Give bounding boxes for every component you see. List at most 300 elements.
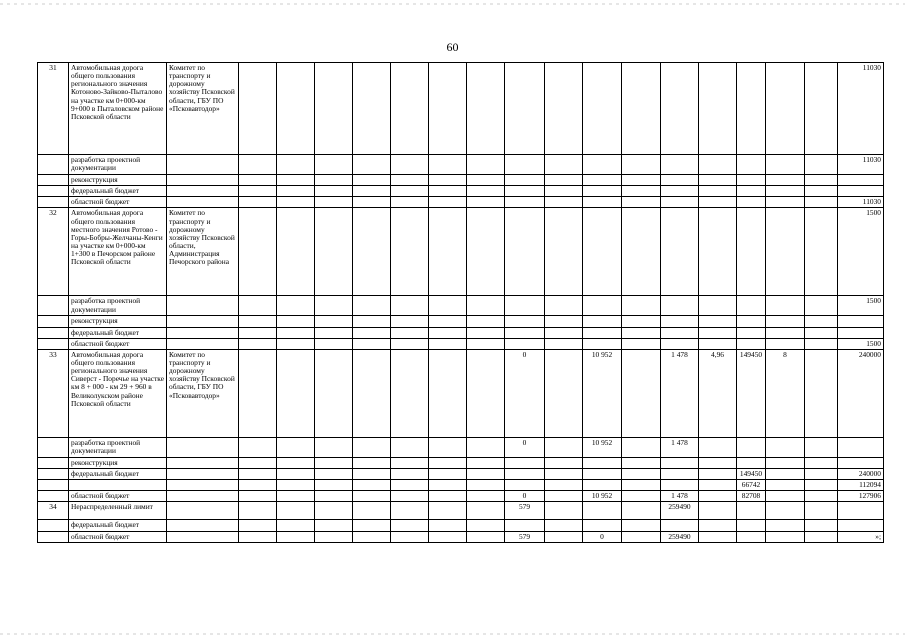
- cell-empty: [545, 457, 583, 468]
- cell-empty: [315, 491, 353, 502]
- cell-value: [661, 186, 699, 197]
- cell-executor: [167, 520, 239, 531]
- cell-empty: [391, 327, 429, 338]
- cell-empty: [467, 491, 505, 502]
- cell-number: [38, 186, 69, 197]
- cell-empty: [622, 502, 661, 520]
- cell-empty: [467, 349, 505, 437]
- cell-empty: [391, 338, 429, 349]
- cell-empty: [391, 491, 429, 502]
- cell-empty: [805, 457, 838, 468]
- cell-value: [583, 155, 622, 175]
- cell-executor: [167, 327, 239, 338]
- cell-value: [505, 197, 545, 208]
- cell-value: [737, 175, 766, 186]
- cell-value: [661, 197, 699, 208]
- cell-empty: [622, 63, 661, 155]
- cell-empty: [545, 349, 583, 437]
- cell-value: [737, 208, 766, 296]
- cell-empty: [277, 502, 315, 520]
- cell-empty: [622, 480, 661, 491]
- cell-value: 10 952: [583, 491, 622, 502]
- cell-empty: [315, 468, 353, 479]
- cell-empty: [239, 502, 277, 520]
- cell-executor: [167, 197, 239, 208]
- cell-value: [583, 296, 622, 316]
- cell-empty: [805, 437, 838, 457]
- cell-number: [38, 338, 69, 349]
- cell-empty: [467, 316, 505, 327]
- cell-value: [661, 480, 699, 491]
- cell-empty: [429, 155, 467, 175]
- cell-number: [38, 316, 69, 327]
- cell-empty: [429, 186, 467, 197]
- cell-value: [737, 457, 766, 468]
- cell-executor: [167, 316, 239, 327]
- cell-value: [583, 502, 622, 520]
- scan-artifact-top: [0, 3, 905, 5]
- table-row: [38, 338, 884, 349]
- cell-value: [766, 437, 805, 457]
- cell-empty: [353, 491, 391, 502]
- cell-number: 32: [38, 208, 69, 296]
- cell-number: [38, 197, 69, 208]
- cell-empty: [391, 457, 429, 468]
- cell-empty: [545, 155, 583, 175]
- cell-empty: [805, 502, 838, 520]
- cell-empty: [353, 338, 391, 349]
- table-row: [38, 457, 884, 468]
- cell-number: [38, 480, 69, 491]
- cell-empty: [315, 186, 353, 197]
- cell-number: [38, 327, 69, 338]
- cell-number: 31: [38, 63, 69, 155]
- cell-value: 1 478: [661, 437, 699, 457]
- cell-value: [661, 155, 699, 175]
- cell-value: [505, 327, 545, 338]
- cell-number: [38, 468, 69, 479]
- cell-empty: [391, 437, 429, 457]
- cell-empty: [545, 520, 583, 531]
- cell-executor: Комитет по транспорту и дорожному хозяйству Псковской области, Администрация Печорского района: [167, 208, 239, 296]
- cell-value: [737, 63, 766, 155]
- cell-total: 11030: [838, 197, 884, 208]
- cell-empty: [622, 208, 661, 296]
- budget-table: [37, 62, 884, 543]
- cell-value: [661, 208, 699, 296]
- cell-value: [505, 468, 545, 479]
- cell-value: 259490: [661, 531, 699, 542]
- cell-empty: [391, 468, 429, 479]
- cell-value: 0: [583, 531, 622, 542]
- cell-empty: [277, 316, 315, 327]
- table-row: [38, 197, 884, 208]
- cell-empty: [805, 175, 838, 186]
- cell-empty: [622, 338, 661, 349]
- cell-empty: [467, 197, 505, 208]
- cell-empty: [239, 296, 277, 316]
- cell-value: [766, 155, 805, 175]
- cell-empty: [467, 480, 505, 491]
- cell-empty: [805, 349, 838, 437]
- cell-empty: [429, 531, 467, 542]
- cell-name: реконструкция: [69, 316, 167, 327]
- cell-empty: [545, 63, 583, 155]
- cell-value: [737, 155, 766, 175]
- cell-value: [505, 480, 545, 491]
- cell-value: [661, 316, 699, 327]
- cell-empty: [429, 327, 467, 338]
- cell-empty: [429, 175, 467, 186]
- cell-value: 149450: [737, 349, 766, 437]
- cell-empty: [353, 208, 391, 296]
- cell-value: [661, 327, 699, 338]
- cell-value: [766, 186, 805, 197]
- cell-empty: [429, 296, 467, 316]
- cell-empty: [805, 197, 838, 208]
- cell-empty: [239, 349, 277, 437]
- cell-value: [583, 327, 622, 338]
- cell-empty: [805, 520, 838, 531]
- cell-empty: [545, 175, 583, 186]
- table-row: [38, 63, 884, 155]
- cell-empty: [353, 155, 391, 175]
- cell-empty: [805, 316, 838, 327]
- cell-value: [737, 502, 766, 520]
- cell-empty: [391, 531, 429, 542]
- cell-name: Нераспределенный лимит: [69, 502, 167, 520]
- cell-value: 149450: [737, 468, 766, 479]
- cell-name: областной бюджет: [69, 197, 167, 208]
- cell-value: [661, 338, 699, 349]
- cell-value: [699, 296, 737, 316]
- cell-number: [38, 457, 69, 468]
- cell-value: [766, 491, 805, 502]
- cell-empty: [805, 327, 838, 338]
- cell-total: 1500: [838, 338, 884, 349]
- cell-empty: [545, 338, 583, 349]
- cell-value: [583, 316, 622, 327]
- cell-total: 11030: [838, 155, 884, 175]
- cell-empty: [805, 208, 838, 296]
- cell-empty: [391, 296, 429, 316]
- cell-empty: [277, 186, 315, 197]
- cell-value: [737, 197, 766, 208]
- cell-empty: [622, 491, 661, 502]
- cell-value: [766, 197, 805, 208]
- cell-empty: [805, 63, 838, 155]
- cell-name: областной бюджет: [69, 491, 167, 502]
- cell-empty: [467, 63, 505, 155]
- cell-empty: [353, 197, 391, 208]
- cell-name: разработка проектной документации: [69, 155, 167, 175]
- cell-value: [737, 186, 766, 197]
- cell-total: [838, 316, 884, 327]
- cell-value: [737, 327, 766, 338]
- cell-empty: [467, 437, 505, 457]
- cell-total: 127906: [838, 491, 884, 502]
- cell-value: [505, 155, 545, 175]
- cell-number: 33: [38, 349, 69, 437]
- cell-empty: [391, 316, 429, 327]
- cell-value: [583, 338, 622, 349]
- cell-empty: [622, 175, 661, 186]
- cell-executor: [167, 175, 239, 186]
- cell-empty: [429, 491, 467, 502]
- cell-value: [699, 316, 737, 327]
- cell-empty: [277, 296, 315, 316]
- cell-empty: [239, 520, 277, 531]
- cell-number: [38, 531, 69, 542]
- cell-empty: [429, 338, 467, 349]
- page-number: 60: [446, 40, 459, 54]
- cell-empty: [429, 316, 467, 327]
- table-row: [38, 327, 884, 338]
- cell-executor: [167, 468, 239, 479]
- cell-total: 112094: [838, 480, 884, 491]
- cell-empty: [353, 502, 391, 520]
- cell-empty: [391, 63, 429, 155]
- cell-empty: [353, 437, 391, 457]
- cell-number: [38, 175, 69, 186]
- cell-total: 240000: [838, 468, 884, 479]
- cell-value: [766, 502, 805, 520]
- cell-empty: [429, 457, 467, 468]
- cell-empty: [391, 197, 429, 208]
- table-row: [38, 186, 884, 197]
- cell-empty: [277, 520, 315, 531]
- cell-number: [38, 296, 69, 316]
- cell-value: [699, 437, 737, 457]
- cell-empty: [622, 296, 661, 316]
- cell-empty: [429, 197, 467, 208]
- cell-executor: Комитет по транспорту и дорожному хозяйству Псковской области, ГБУ ПО «Псковавтодор»: [167, 349, 239, 437]
- cell-empty: [277, 197, 315, 208]
- cell-number: [38, 491, 69, 502]
- cell-total: [838, 175, 884, 186]
- cell-empty: [622, 316, 661, 327]
- cell-value: [699, 457, 737, 468]
- cell-empty: [277, 208, 315, 296]
- cell-value: 82708: [737, 491, 766, 502]
- cell-total: [838, 327, 884, 338]
- cell-empty: [805, 531, 838, 542]
- cell-value: [505, 175, 545, 186]
- cell-empty: [239, 197, 277, 208]
- cell-value: [505, 296, 545, 316]
- cell-empty: [277, 349, 315, 437]
- cell-empty: [315, 520, 353, 531]
- cell-value: [583, 520, 622, 531]
- cell-empty: [805, 491, 838, 502]
- cell-empty: [429, 520, 467, 531]
- cell-empty: [429, 468, 467, 479]
- scan-artifact-bottom: [0, 633, 905, 635]
- table-row: [38, 520, 884, 531]
- cell-empty: [467, 468, 505, 479]
- cell-empty: [391, 520, 429, 531]
- cell-empty: [239, 316, 277, 327]
- cell-name: областной бюджет: [69, 531, 167, 542]
- cell-executor: [167, 480, 239, 491]
- cell-empty: [622, 531, 661, 542]
- cell-empty: [545, 437, 583, 457]
- cell-empty: [545, 296, 583, 316]
- cell-value: [699, 327, 737, 338]
- cell-empty: [429, 63, 467, 155]
- cell-value: [766, 208, 805, 296]
- cell-executor: [167, 491, 239, 502]
- cell-empty: [239, 338, 277, 349]
- cell-value: [766, 520, 805, 531]
- cell-empty: [353, 468, 391, 479]
- cell-total: 1500: [838, 296, 884, 316]
- cell-empty: [391, 175, 429, 186]
- cell-value: [699, 63, 737, 155]
- cell-name: федеральный бюджет: [69, 186, 167, 197]
- cell-empty: [391, 186, 429, 197]
- cell-executor: [167, 186, 239, 197]
- cell-empty: [315, 296, 353, 316]
- cell-value: [737, 316, 766, 327]
- cell-empty: [467, 327, 505, 338]
- cell-value: [583, 63, 622, 155]
- cell-value: 0: [505, 491, 545, 502]
- cell-empty: [805, 480, 838, 491]
- cell-empty: [545, 531, 583, 542]
- cell-empty: [805, 186, 838, 197]
- cell-name: федеральный бюджет: [69, 327, 167, 338]
- cell-value: [583, 197, 622, 208]
- cell-empty: [391, 480, 429, 491]
- cell-executor: [167, 502, 239, 520]
- cell-value: 0: [505, 437, 545, 457]
- cell-value: [699, 155, 737, 175]
- cell-empty: [622, 520, 661, 531]
- cell-empty: [391, 208, 429, 296]
- cell-value: [661, 520, 699, 531]
- table-row: [38, 208, 884, 296]
- cell-name: Автомобильная дорога общего пользования местного значения Ротово - Горы-Бобры-Желчаны-Кенги на участке км 0+000-км 1+300 в Печорском районе Псковской области: [69, 208, 167, 296]
- cell-value: [699, 186, 737, 197]
- cell-empty: [622, 457, 661, 468]
- cell-empty: [315, 327, 353, 338]
- cell-value: [661, 175, 699, 186]
- cell-name: федеральный бюджет: [69, 468, 167, 479]
- cell-empty: [353, 175, 391, 186]
- cell-executor: [167, 457, 239, 468]
- cell-empty: [467, 338, 505, 349]
- cell-total: 11030: [838, 63, 884, 155]
- cell-name: разработка проектной документации: [69, 437, 167, 457]
- cell-empty: [467, 296, 505, 316]
- cell-value: 0: [505, 349, 545, 437]
- cell-empty: [277, 338, 315, 349]
- cell-value: [737, 520, 766, 531]
- table-row: [38, 175, 884, 186]
- cell-value: [766, 296, 805, 316]
- cell-value: [505, 63, 545, 155]
- cell-value: [699, 208, 737, 296]
- cell-executor: [167, 155, 239, 175]
- cell-empty: [622, 349, 661, 437]
- cell-value: [766, 316, 805, 327]
- cell-empty: [391, 502, 429, 520]
- cell-empty: [315, 480, 353, 491]
- cell-name: Автомобильная дорога общего пользования регионального значения Котоново-Зайково-Пыталово на участке км 0+000-км 9+000 в Пыталовском районе Псковской области: [69, 63, 167, 155]
- cell-empty: [353, 520, 391, 531]
- cell-value: [583, 208, 622, 296]
- cell-empty: [239, 186, 277, 197]
- cell-value: [505, 208, 545, 296]
- cell-value: [661, 296, 699, 316]
- cell-empty: [545, 468, 583, 479]
- cell-empty: [353, 457, 391, 468]
- cell-empty: [239, 457, 277, 468]
- cell-empty: [239, 491, 277, 502]
- cell-empty: [429, 208, 467, 296]
- cell-value: [766, 338, 805, 349]
- cell-empty: [239, 531, 277, 542]
- table-row: [38, 468, 884, 479]
- cell-empty: [315, 531, 353, 542]
- cell-value: [766, 457, 805, 468]
- cell-empty: [467, 186, 505, 197]
- cell-name: реконструкция: [69, 457, 167, 468]
- cell-empty: [239, 63, 277, 155]
- cell-empty: [315, 197, 353, 208]
- cell-empty: [239, 327, 277, 338]
- cell-empty: [315, 457, 353, 468]
- cell-empty: [277, 437, 315, 457]
- cell-empty: [353, 349, 391, 437]
- cell-total: [838, 186, 884, 197]
- table-row: [38, 531, 884, 542]
- cell-value: [737, 338, 766, 349]
- cell-executor: [167, 296, 239, 316]
- cell-empty: [545, 316, 583, 327]
- cell-empty: [277, 63, 315, 155]
- cell-value: [661, 63, 699, 155]
- cell-empty: [467, 502, 505, 520]
- cell-empty: [467, 457, 505, 468]
- cell-value: [737, 296, 766, 316]
- cell-empty: [545, 197, 583, 208]
- cell-empty: [353, 296, 391, 316]
- table-row: [38, 437, 884, 457]
- cell-empty: [545, 186, 583, 197]
- cell-empty: [429, 502, 467, 520]
- cell-empty: [545, 327, 583, 338]
- cell-empty: [277, 531, 315, 542]
- cell-total: »;: [838, 531, 884, 542]
- cell-empty: [315, 338, 353, 349]
- cell-empty: [353, 327, 391, 338]
- cell-name: разработка проектной документации: [69, 296, 167, 316]
- cell-value: [766, 480, 805, 491]
- cell-total: 1500: [838, 208, 884, 296]
- cell-value: [661, 468, 699, 479]
- table-row: [38, 491, 884, 502]
- table-row: [38, 502, 884, 520]
- cell-total: [838, 457, 884, 468]
- cell-value: [505, 520, 545, 531]
- cell-value: [766, 63, 805, 155]
- cell-number: 34: [38, 502, 69, 520]
- cell-empty: [315, 502, 353, 520]
- cell-name: [69, 480, 167, 491]
- cell-empty: [545, 208, 583, 296]
